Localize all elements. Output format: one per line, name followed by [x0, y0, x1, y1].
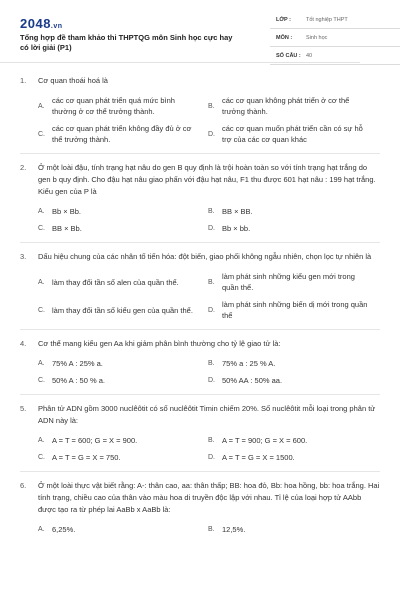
question-1 — [20, 75, 380, 145]
question-text: Dấu hiệu chung của các nhân tố tiến hóa: đột biến, giao phối không ngẫu nhiên, chọn lọc tự nhiên là — [38, 252, 372, 261]
header-divider — [0, 62, 360, 63]
answer-option-c[interactable] — [38, 223, 208, 234]
option-letter: B. — [208, 278, 215, 286]
answer-options — [20, 271, 380, 321]
answer-option-d[interactable] — [208, 223, 378, 234]
answer-option-d[interactable] — [208, 452, 378, 463]
answer-option-d[interactable] — [208, 375, 378, 386]
question-stem — [20, 403, 380, 427]
answer-option-d[interactable] — [208, 123, 378, 145]
answer-option-c[interactable] — [38, 375, 208, 386]
document-header — [20, 0, 380, 60]
question-number: 1. — [20, 76, 27, 85]
meta-key: LỚP : — [276, 17, 291, 23]
option-text: A = T = G = X = 1500. — [222, 453, 295, 462]
question-5 — [20, 403, 380, 463]
answer-option-c[interactable] — [38, 299, 208, 321]
site-logo[interactable] — [20, 16, 63, 31]
option-letter: C. — [38, 377, 45, 384]
option-text: 12,5%. — [222, 525, 246, 534]
answer-option-c[interactable] — [38, 452, 208, 463]
option-text: 6,25%. — [52, 525, 76, 534]
option-text: 75% a : 25 % A. — [222, 359, 276, 368]
option-letter: B. — [208, 526, 215, 533]
option-letter: A. — [38, 437, 45, 444]
option-letter: D. — [208, 225, 215, 232]
option-letter: C. — [38, 130, 45, 138]
option-letter: B. — [208, 360, 215, 367]
answer-options — [20, 206, 380, 234]
option-letter: D. — [208, 306, 215, 314]
answer-option-b[interactable] — [208, 271, 378, 293]
question-3 — [20, 251, 380, 321]
option-text: BB × BB. — [222, 207, 253, 216]
question-number: 3. — [20, 252, 27, 261]
answer-option-d[interactable] — [208, 299, 378, 321]
option-letter: A. — [38, 526, 45, 533]
option-text: 75% A : 25% a. — [52, 359, 103, 368]
option-letter: A. — [38, 360, 45, 367]
option-text: A = T = 900; G = X = 600. — [222, 436, 308, 445]
answer-options — [20, 435, 380, 463]
option-text: Bb × Bb. — [52, 207, 81, 216]
option-text: các cơ quan phát triển quá mức bình thường ở cơ thể trưởng thành. — [52, 96, 175, 116]
answer-option-a[interactable] — [38, 271, 208, 293]
document-meta — [270, 13, 400, 67]
option-text: các cơ quan không phát triển ở cơ thể trưởng thành. — [222, 96, 350, 116]
meta-row-class — [270, 13, 400, 29]
logo-text: 2048 — [20, 16, 51, 31]
answer-option-a[interactable] — [38, 524, 208, 535]
question-6 — [20, 480, 380, 535]
answer-option-a[interactable] — [38, 435, 208, 446]
answer-option-b[interactable] — [208, 95, 378, 117]
question-divider — [20, 471, 380, 472]
option-letter: A. — [38, 278, 45, 286]
option-text: BB × Bb. — [52, 224, 82, 233]
meta-value: Tốt nghiệp THPT — [306, 17, 348, 23]
meta-row-subject — [270, 31, 400, 47]
question-divider — [20, 153, 380, 154]
option-text: làm phát sinh những biến dị mới trong quần thể — [222, 300, 368, 320]
answer-options — [20, 358, 380, 386]
question-stem — [20, 338, 380, 350]
option-letter: C. — [38, 306, 45, 314]
answer-options — [20, 524, 380, 535]
option-text: A = T = 600; G = X = 900. — [52, 436, 138, 445]
question-number: 2. — [20, 163, 27, 172]
option-text: làm thay đổi tần số kiểu gen của quần thể. — [52, 305, 193, 315]
option-letter: D. — [208, 377, 215, 384]
question-stem — [20, 75, 380, 87]
option-letter: D. — [208, 454, 215, 461]
option-text: làm phát sinh những kiểu gen mới trong quần thể. — [222, 272, 355, 292]
option-text: 50% AA : 50% aa. — [222, 376, 283, 385]
answer-option-b[interactable] — [208, 358, 378, 369]
option-letter: A. — [38, 102, 45, 110]
option-letter: A. — [38, 208, 45, 215]
question-number: 6. — [20, 481, 27, 490]
question-divider — [20, 242, 380, 243]
question-text: Ở một loài đậu, tính trạng hạt nâu do gen B quy định là trội hoàn toàn so với tính trạng hạt trắng do gen b quy định. Cho đậu hạt nâu giao phấn với đậu hạt nâu, F1 thu được 601 hạt nâu : 199 hạt trắng. Kiểu gen của P là — [38, 163, 376, 196]
document-title: Tổng hợp đề tham khảo thi THPTQG môn Sinh học cực hay có lời giải (P1) — [20, 33, 233, 52]
option-text: các cơ quan phát triển không đầy đủ ở cơ thể trưởng thành. — [52, 124, 192, 144]
logo-suffix: .vn — [50, 23, 63, 30]
option-letter: C. — [38, 225, 45, 232]
answer-option-a[interactable] — [38, 358, 208, 369]
answer-option-c[interactable] — [38, 123, 208, 145]
question-2 — [20, 162, 380, 234]
option-letter: C. — [38, 454, 45, 461]
question-stem — [20, 480, 380, 516]
option-text: Bb × bb. — [222, 224, 251, 233]
option-text: 50% A : 50 % a. — [52, 376, 105, 385]
answer-option-b[interactable] — [208, 206, 378, 217]
question-text: Cơ quan thoái hoá là — [38, 76, 108, 85]
option-text: các cơ quan muốn phát triển cần có sự hỗ trợ của các cơ quan khác — [222, 124, 363, 144]
meta-value: 40 — [306, 53, 313, 59]
meta-key: SỐ CÂU : — [276, 53, 301, 59]
answer-option-a[interactable] — [38, 206, 208, 217]
option-letter: B. — [208, 437, 215, 444]
answer-option-b[interactable] — [208, 524, 378, 535]
option-letter: B. — [208, 208, 215, 215]
question-text: Ở một loài thực vật biết rằng: A-: thân cao, aa: thân thấp; BB: hoa đỏ, Bb: hoa hồng, bb: hoa trắng. Hai tính trạng, chiều cao của thân vào màu hoa di truyền độc lập với nhau. Tỉ lệ của loại hợp tử AAbb được tạo ra từ phép lai AaBb x AaBb là: — [38, 481, 380, 514]
option-letter: D. — [208, 130, 215, 138]
option-letter: B. — [208, 102, 215, 110]
answer-options — [20, 95, 380, 145]
question-stem — [20, 251, 380, 263]
question-text: Phân tử ADN gồm 3000 nuclêôtit có số nuclêôtit Timin chiếm 20%. Số nuclêôtit mỗi loại trong phân tử ADN này là: — [38, 404, 376, 425]
question-4 — [20, 338, 380, 386]
question-number: 4. — [20, 339, 27, 348]
question-number: 5. — [20, 404, 27, 413]
option-text: làm thay đổi tần số alen của quần thể. — [52, 277, 179, 287]
question-stem — [20, 162, 380, 198]
question-list — [20, 75, 380, 541]
meta-value: Sinh học — [306, 35, 328, 41]
question-text: Cơ thể mang kiểu gen Aa khi giảm phân bình thường cho tỷ lệ giao tử là: — [38, 339, 281, 348]
question-divider — [20, 329, 380, 330]
option-text: A = T = G = X = 750. — [52, 453, 121, 462]
question-divider — [20, 394, 380, 395]
meta-key: MÔN : — [276, 35, 293, 41]
answer-option-a[interactable] — [38, 95, 208, 117]
answer-option-b[interactable] — [208, 435, 378, 446]
